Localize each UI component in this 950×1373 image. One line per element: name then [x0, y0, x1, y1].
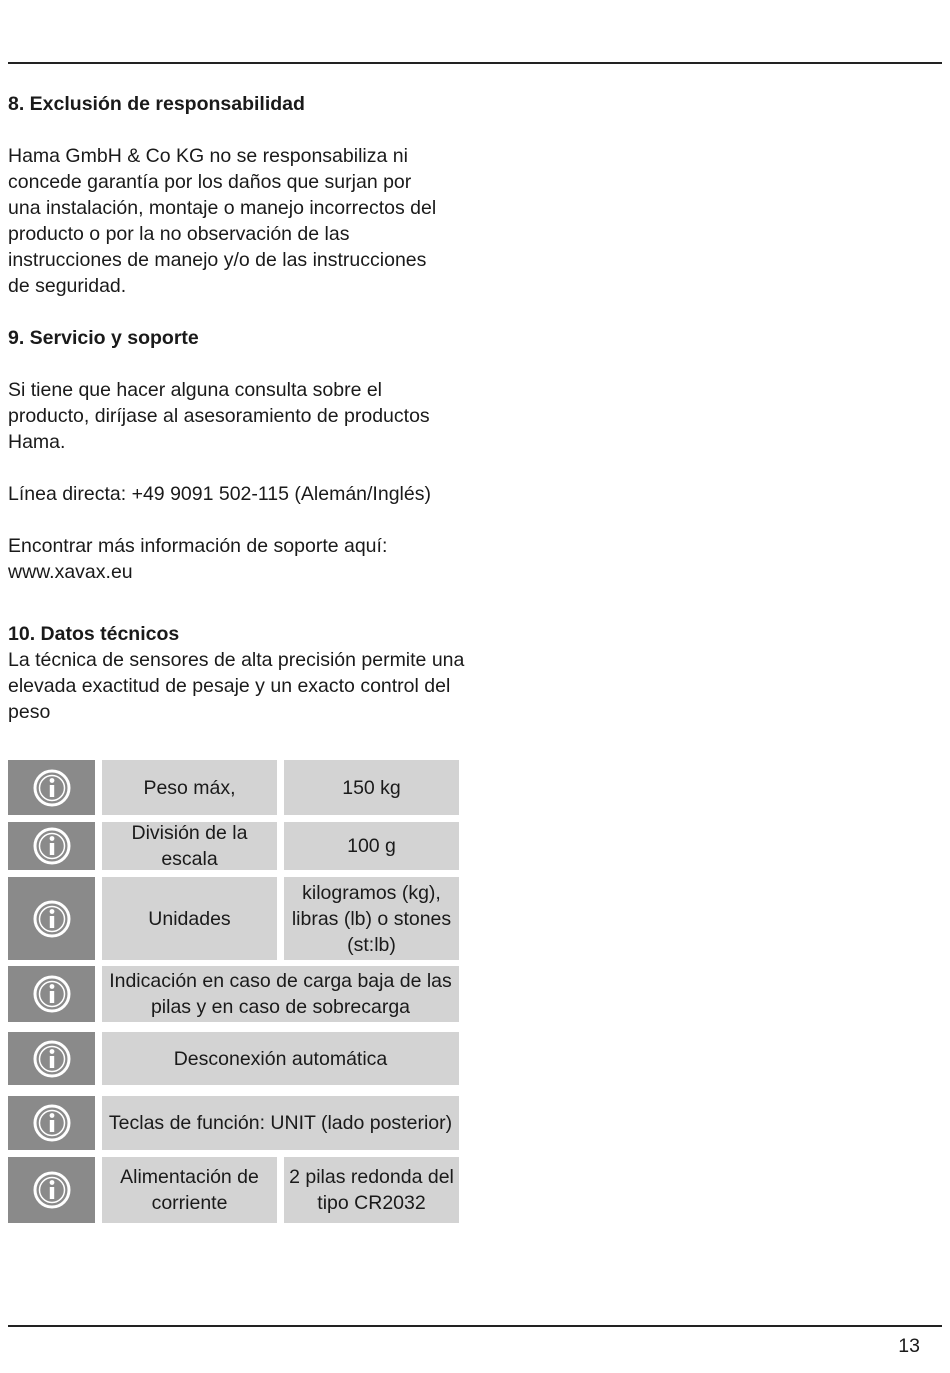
spec-row	[8, 966, 459, 1022]
bottom-rule	[8, 1325, 942, 1327]
info-circle-icon	[32, 899, 72, 939]
support-link[interactable]: www.xavax.eu	[8, 561, 133, 583]
spec-label: Unidades	[102, 877, 277, 960]
spec-label: Desconexión automática	[102, 1032, 459, 1085]
hotline-text: Línea directa: +49 9091 502-115 (Alemán/Inglés)	[8, 483, 431, 505]
info-circle-icon	[32, 974, 72, 1014]
section-8-heading: 8. Exclusión de responsabilidad	[8, 93, 305, 115]
spec-row	[8, 1096, 459, 1150]
info-circle-icon	[32, 826, 72, 866]
section-8-text: Hama GmbH & Co KG no se responsabiliza ni concede garantía por los daños que surjan por una instalación, montaje o manejo incorrectos del producto o por la no observación de las instrucciones de manejo y/o de las instrucciones de seguridad.	[8, 145, 437, 297]
info-circle-icon	[32, 1039, 72, 1079]
section-9-heading: 9. Servicio y soporte	[8, 327, 199, 349]
info-icon-cell	[8, 877, 95, 960]
spec-label: Indicación en caso de carga baja de las pilas y en caso de sobrecarga	[102, 966, 459, 1022]
info-icon-cell	[8, 760, 95, 815]
spec-value: 150 kg	[284, 760, 459, 815]
spec-label: Alimentación de corriente	[102, 1157, 277, 1223]
info-icon-cell	[8, 1096, 95, 1150]
spec-label: Teclas de función: UNIT (lado posterior)	[102, 1096, 459, 1150]
info-icon-cell	[8, 966, 95, 1022]
section-10-text: La técnica de sensores de alta precisión permite una elevada exactitud de pesaje y un exacto control del peso	[8, 649, 465, 723]
spec-value: 2 pilas redonda del tipo CR2032	[284, 1157, 459, 1223]
info-icon-cell	[8, 1157, 95, 1223]
page-number: 13	[898, 1335, 920, 1357]
more-info-text: Encontrar más información de soporte aquí:	[8, 535, 388, 557]
top-rule	[8, 62, 942, 64]
spec-row	[8, 1157, 459, 1223]
info-icon-cell	[8, 822, 95, 870]
info-circle-icon	[32, 1103, 72, 1143]
spec-value: 100 g	[284, 822, 459, 870]
spec-row	[8, 822, 459, 870]
info-circle-icon	[32, 1170, 72, 1210]
spec-row	[8, 877, 459, 960]
spec-label: División de la escala	[102, 822, 277, 870]
spec-value: kilogramos (kg), libras (lb) o stones (st:lb)	[284, 877, 459, 960]
section-10-heading: 10. Datos técnicos	[8, 623, 180, 645]
info-icon-cell	[8, 1032, 95, 1085]
spec-row	[8, 760, 459, 815]
section-9-text: Si tiene que hacer alguna consulta sobre el producto, diríjase al asesoramiento de productos Hama.	[8, 379, 430, 453]
spec-row	[8, 1032, 459, 1085]
info-circle-icon	[32, 768, 72, 808]
more-info-block	[8, 533, 448, 585]
spec-label: Peso máx,	[102, 760, 277, 815]
